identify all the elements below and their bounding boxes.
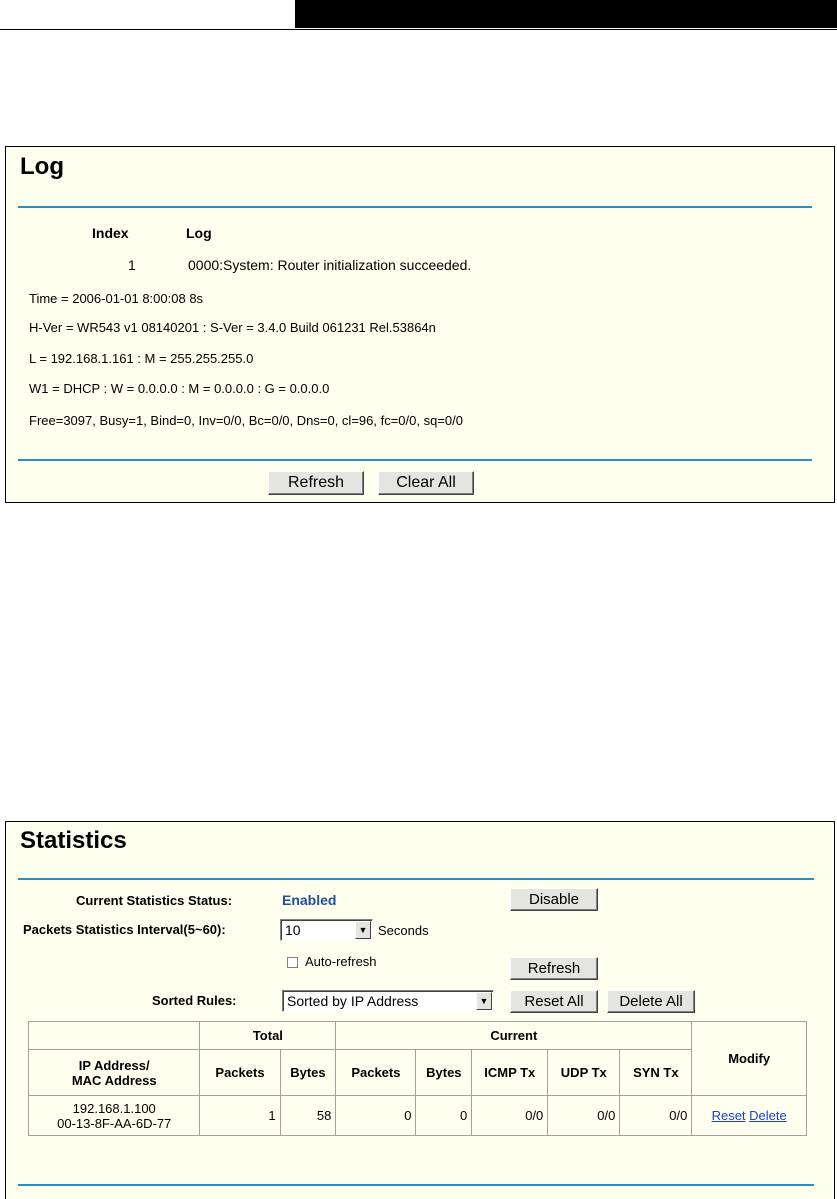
header-empty — [29, 1022, 200, 1050]
log-clear-all-button[interactable]: Clear All — [378, 471, 474, 495]
header-ip-line: IP Address/ — [78, 1057, 150, 1073]
reset-link[interactable]: Reset — [711, 1108, 746, 1123]
header-rule — [0, 29, 837, 30]
statistics-title: Statistics — [20, 827, 127, 854]
auto-refresh-label: Auto-refresh — [305, 954, 377, 969]
log-line-version: H-Ver = WR543 v1 08140201 : S-Ver = 3.4.0 Build 061231 Rel.53864n — [29, 320, 436, 335]
sorted-rules-select[interactable] — [282, 990, 494, 1012]
header-icmp-tx: ICMP Tx — [472, 1050, 548, 1096]
sorted-rules-label: Sorted Rules: — [152, 993, 237, 1008]
cell-syn-tx: 0/0 — [620, 1096, 692, 1136]
header-current-bytes: Bytes — [416, 1050, 472, 1096]
cell-icmp-tx: 0/0 — [472, 1096, 548, 1136]
stats-top-divider — [18, 878, 814, 880]
interval-select[interactable] — [280, 919, 373, 941]
status-value: Enabled — [282, 892, 337, 908]
header-total-packets: Packets — [200, 1050, 280, 1096]
header-total-bytes: Bytes — [280, 1050, 336, 1096]
cell-udp-tx: 0/0 — [548, 1096, 620, 1136]
log-panel — [5, 146, 835, 503]
header-mac-line: MAC Address — [71, 1072, 157, 1088]
disable-button[interactable]: Disable — [510, 888, 598, 911]
interval-select-value: 10 — [285, 922, 301, 938]
sorted-rules-value: Sorted by IP Address — [287, 993, 419, 1009]
log-entry-text: 0000:System: Router initialization succeeded. — [188, 257, 472, 273]
status-label: Current Statistics Status: — [76, 893, 233, 908]
seconds-label: Seconds — [378, 923, 429, 938]
log-bottom-divider — [18, 459, 812, 461]
log-col-index: Index — [92, 225, 129, 241]
header-ip-mac — [29, 1050, 200, 1096]
header-current-packets: Packets — [336, 1050, 416, 1096]
log-top-divider — [18, 206, 812, 208]
cell-current-bytes: 0 — [416, 1096, 472, 1136]
log-title: Log — [20, 153, 64, 180]
interval-label: Packets Statistics Interval(5~60): — [23, 922, 226, 937]
header-modify: Modify — [692, 1022, 807, 1096]
header-total: Total — [200, 1022, 336, 1050]
cell-modify — [692, 1096, 807, 1136]
reset-all-button[interactable]: Reset All — [510, 990, 598, 1013]
cell-total-packets: 1 — [200, 1096, 280, 1136]
chevron-down-icon: ▼ — [476, 992, 492, 1010]
delete-all-button[interactable]: Delete All — [607, 990, 695, 1013]
delete-link[interactable]: Delete — [749, 1108, 787, 1123]
cell-total-bytes: 58 — [280, 1096, 336, 1136]
header-udp-tx: UDP Tx — [548, 1050, 620, 1096]
chevron-down-icon: ▼ — [355, 921, 371, 939]
log-entry-index: 1 — [128, 257, 136, 273]
table-row — [29, 1096, 807, 1136]
log-line-wan: W1 = DHCP : W = 0.0.0.0 : M = 0.0.0.0 : G = 0.0.0.0 — [29, 381, 330, 396]
cell-mac: 00-13-8F-AA-6D-77 — [57, 1115, 172, 1131]
log-refresh-button[interactable]: Refresh — [268, 471, 364, 495]
log-line-lan: L = 192.168.1.161 : M = 255.255.255.0 — [29, 351, 254, 366]
log-col-log: Log — [186, 225, 212, 241]
cell-ip-mac — [29, 1096, 200, 1136]
stats-refresh-button[interactable]: Refresh — [510, 957, 598, 980]
auto-refresh-checkbox[interactable] — [287, 957, 298, 968]
statistics-panel — [5, 821, 835, 1199]
cell-current-packets: 0 — [336, 1096, 416, 1136]
log-line-time: Time = 2006-01-01 8:00:08 8s — [29, 291, 204, 306]
header-syn-tx: SYN Tx — [620, 1050, 692, 1096]
page-header-bar — [0, 0, 837, 30]
header-black-block — [295, 0, 837, 28]
cell-ip: 192.168.1.100 — [72, 1100, 156, 1116]
statistics-table — [28, 1021, 807, 1136]
log-line-free: Free=3097, Busy=1, Bind=0, Inv=0/0, Bc=0/0, Dns=0, cl=96, fc=0/0, sq=0/0 — [29, 413, 463, 428]
header-current: Current — [336, 1022, 692, 1050]
stats-bottom-divider — [18, 1184, 814, 1186]
